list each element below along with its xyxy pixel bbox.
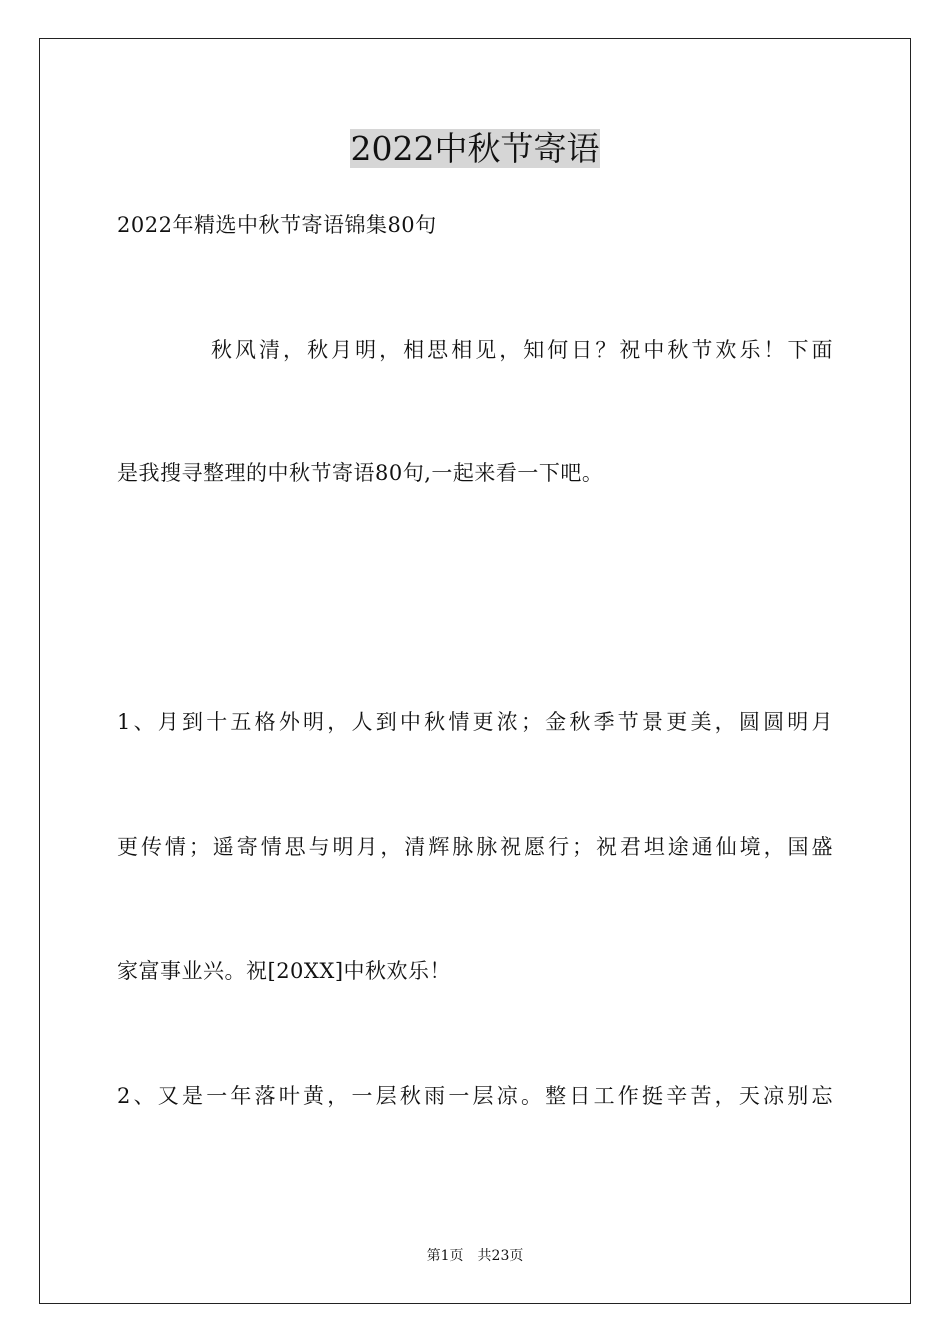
item-1-line-3: 家富事业兴。祝[20XX]中秋欢乐！ xyxy=(117,959,452,983)
item-1-line-2: 更传情；遥寄情思与明月，清辉脉脉祝愿行；祝君坦途通仙境，国盛 xyxy=(117,835,833,859)
intro-line-2: 是我搜寻整理的中秋节寄语80句,一起来看一下吧。 xyxy=(117,461,604,485)
item-1-line-1: 1、月到十五格外明，人到中秋情更浓；金秋季节景更美，圆圆明月 xyxy=(117,710,833,734)
document-subtitle: 2022年精选中秋节寄语锦集80句 xyxy=(117,213,437,237)
page-footer: 第1页 共23页 xyxy=(426,1248,524,1264)
item-2-line-1: 2、又是一年落叶黄，一层秋雨一层凉。整日工作挺辛苦，天凉别忘 xyxy=(117,1084,833,1108)
document-title xyxy=(0,127,950,171)
intro-line-1: 秋风清，秋月明，相思相见，知何日？祝中秋节欢乐！下面 xyxy=(211,338,833,362)
document-title-text: 2022中秋节寄语 xyxy=(350,129,600,168)
